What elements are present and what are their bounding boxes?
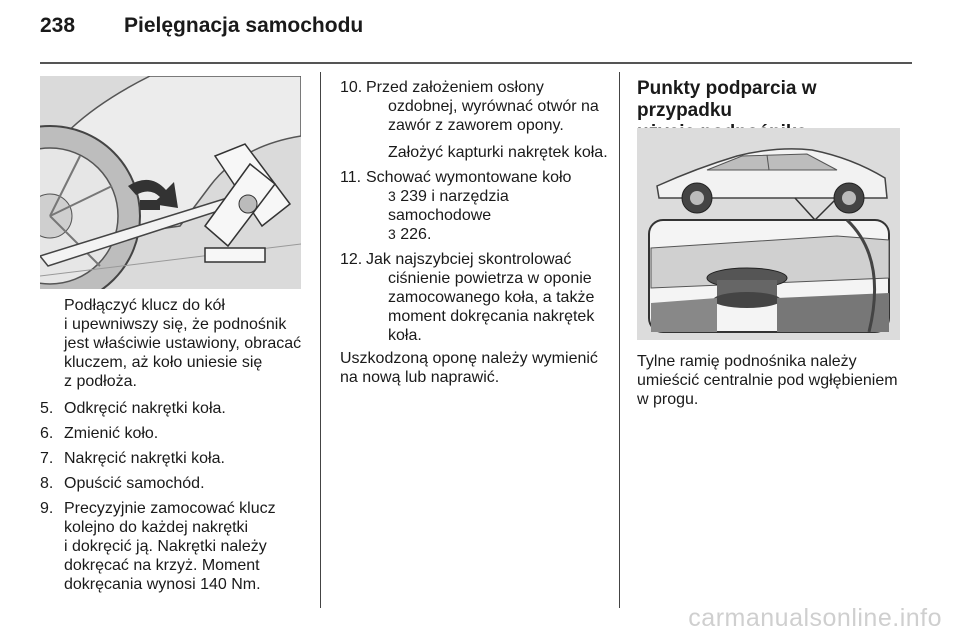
step-12: 12. Jak najszybciej skontrolować ciśnienie powietrza w oponie zamocowanego koła, a także moment dokręcania nakrętek koła. [340,251,595,344]
step-9: 9. Precyzyjnie zamocować klucz kolejno do każdej nakrętki i dokręcić ją. Nakrętki należy dokręcać na krzyż. Moment dokręcania wynosi 140 Nm. [40,500,276,593]
page-ref-icon: 3 [388,188,396,204]
section-heading: Punkty podparcia w przypadku [637,78,817,121]
column-2-text [340,78,612,387]
column-divider-1 [320,72,321,608]
wheel-jack-illustration [40,76,301,289]
watermark: carmanualsonline.info [688,604,942,632]
step-10-extra: Założyć kapturki nakrętek koła. [388,144,608,161]
page-number: 238 [40,14,76,37]
car-jacking-point-illustration [637,128,900,340]
step-6: 6. Zmienić koło. [40,425,159,442]
page-title: Pielęgnacja samochodu [124,14,364,37]
note-paragraph: Uszkodzoną oponę należy wymienić na nową lub naprawić. [340,350,598,386]
step-7: 7. Nakręcić nakrętki koła. [40,450,225,467]
page-ref-icon: 3 [388,226,396,242]
step-11: 11. Schować wymontowane koło 3 239 i narzędzia samochodowe 3 226. [340,169,572,243]
page-ref-link[interactable]: 239 [400,188,427,205]
car-jack-drawing [637,128,900,340]
step-10: 10. Przed założeniem osłony ozdobnej, wyrównać otwór na zawór z zaworem opony. [340,79,599,134]
page-ref-link[interactable]: 226. [400,226,432,243]
step-5: 5. Odkręcić nakrętki koła. [40,400,226,417]
column-3-text [637,352,912,409]
column-divider-2 [619,72,620,608]
intro-paragraph: Podłączyć klucz do kół i upewniwszy się, że podnośnik jest właściwie ustawiony, obracać kluczem, aż koło uniesie się z podłoża. [64,297,302,390]
column-1-text [40,296,310,594]
step-8: 8. Opuścić samochód. [40,475,205,492]
jack-instruction: Tylne ramię podnośnika należy umieścić centralnie pod wgłębieniem w progu. [637,353,898,408]
header-rule [40,62,912,64]
wheel-jack-drawing [40,76,301,289]
